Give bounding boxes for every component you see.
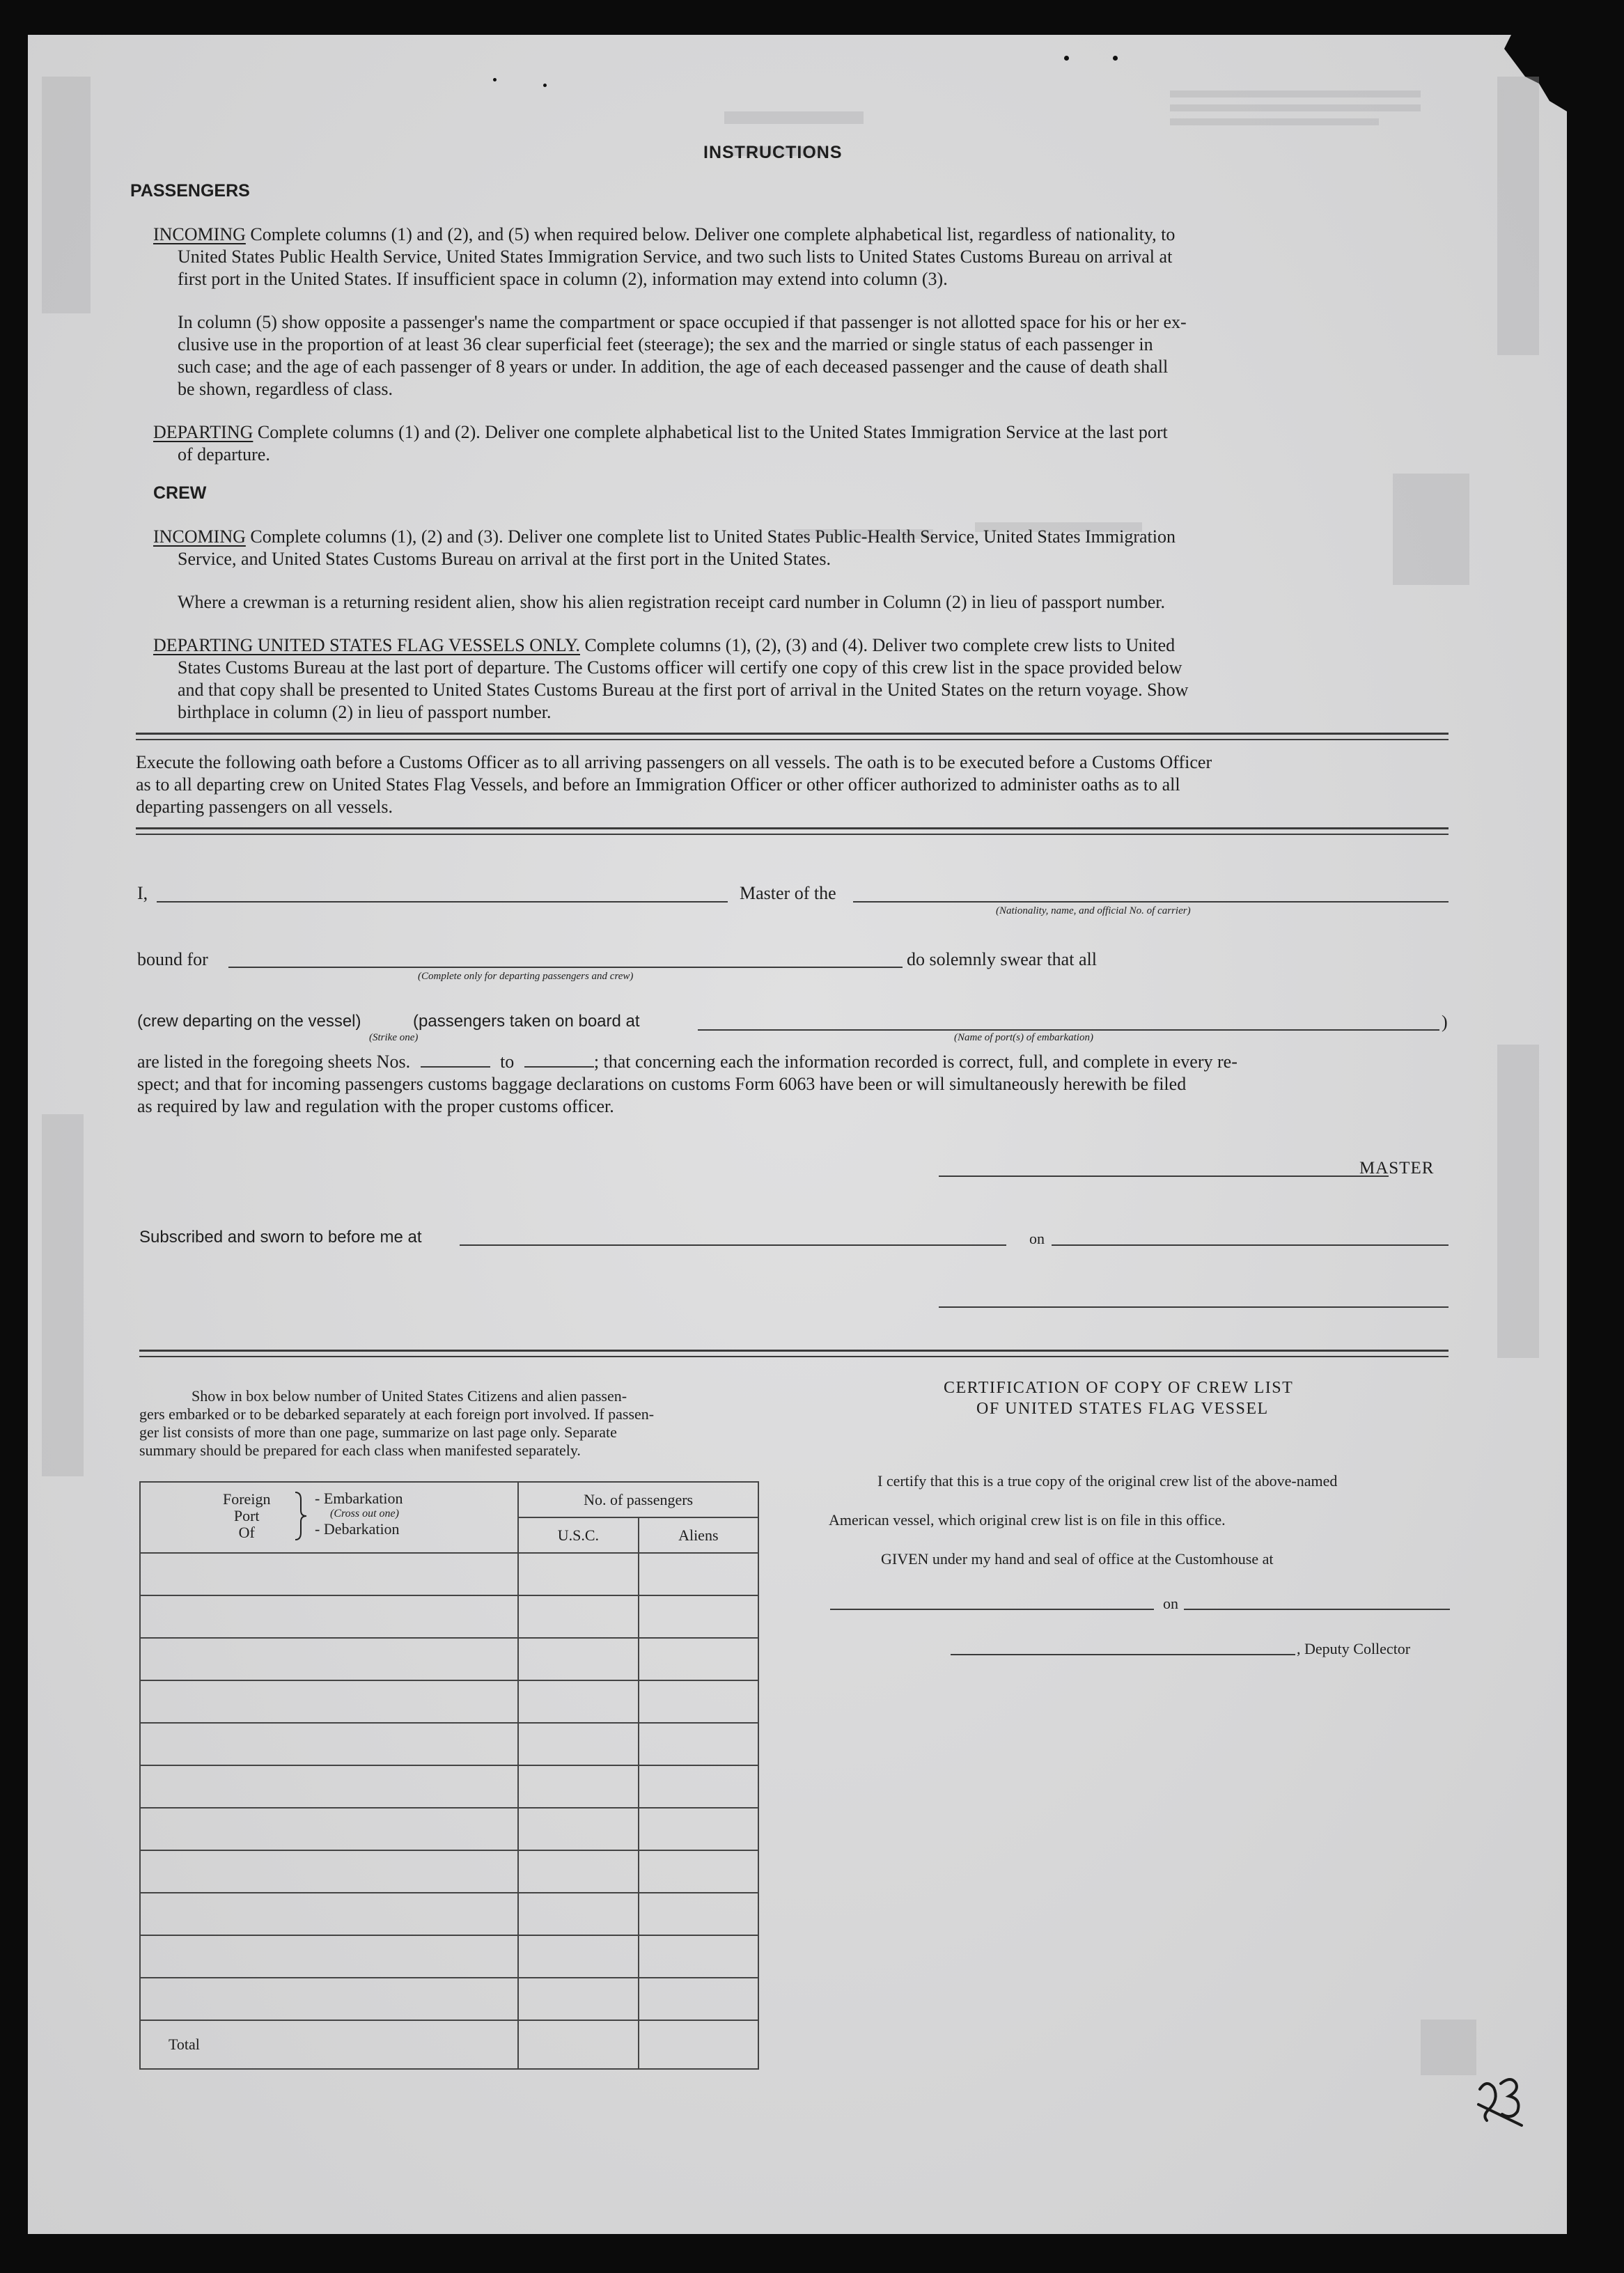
- carrier-caption: (Nationality, name, and official No. of carrier): [996, 905, 1191, 916]
- summary-note-line3: ger list consists of more than one page, summarize on last page only. Separate: [139, 1423, 617, 1441]
- of-label: Of: [238, 1524, 255, 1541]
- master-of-the-label: Master of the: [740, 883, 836, 903]
- sheets-line: [137, 1052, 1237, 1072]
- certification-on-label: on: [1163, 1595, 1178, 1612]
- passenger-summary-table: [139, 1481, 759, 2070]
- crew-incoming-label: INCOMING: [153, 526, 246, 547]
- usc-cell[interactable]: [518, 1978, 638, 2020]
- aliens-cell[interactable]: [639, 1595, 758, 1638]
- port-embarkation-line[interactable]: [698, 1029, 1439, 1031]
- port-cell[interactable]: [140, 1723, 518, 1765]
- handwritten-page-number: [1473, 2068, 1536, 2131]
- crew-incoming-line1: [153, 526, 1176, 547]
- cross-out-caption: (Cross out one): [330, 1508, 399, 1520]
- passengers-incoming-line2: United States Public Health Service, United States Immigration Service, and two such lists to United States Customs Bureau on arrival at: [178, 247, 1173, 267]
- passengers-taken-option: (passengers taken on board at: [413, 1012, 640, 1031]
- usc-cell[interactable]: [518, 1893, 638, 1935]
- close-paren: ): [1442, 1012, 1448, 1032]
- oath-i-label: I,: [137, 883, 148, 903]
- deputy-collector-line[interactable]: [951, 1654, 1295, 1655]
- master-name-line[interactable]: [157, 901, 728, 903]
- aliens-cell[interactable]: [639, 1978, 758, 2020]
- port-cell[interactable]: [140, 1595, 518, 1638]
- usc-cell[interactable]: [518, 1808, 638, 1850]
- aliens-cell[interactable]: [639, 1680, 758, 1723]
- passengers-departing-text1: Complete columns (1) and (2). Deliver one complete alphabetical list to the United States Immigration Service at the last port: [257, 422, 1168, 442]
- aliens-total-cell[interactable]: [639, 2020, 758, 2069]
- foreign-label: Foreign: [223, 1490, 271, 1508]
- usc-cell[interactable]: [518, 1595, 638, 1638]
- master-label: MASTER: [1359, 1159, 1435, 1178]
- crew-departing-option: (crew departing on the vessel): [137, 1012, 361, 1031]
- passengers-departing-label: DEPARTING: [153, 422, 253, 442]
- certification-date-line[interactable]: [1184, 1609, 1450, 1610]
- certification-title2: OF UNITED STATES FLAG VESSEL: [976, 1400, 1269, 1418]
- usc-cell[interactable]: [518, 1638, 638, 1680]
- passengers-heading: PASSENGERS: [130, 181, 250, 201]
- crew-departing-line1: [153, 635, 1175, 656]
- aliens-cell[interactable]: [639, 1723, 758, 1765]
- sheets-prefix: are listed in the foregoing sheets Nos.: [137, 1052, 411, 1072]
- crew-resident-alien: Where a crewman is a returning resident alien, show his alien registration receipt card number in Column (2) in lieu of passport number.: [178, 592, 1166, 612]
- port-cell[interactable]: [140, 1638, 518, 1680]
- summary-note-line1: Show in box below number of United States Citizens and alien passen-: [192, 1387, 627, 1405]
- certification-text2: American vessel, which original crew list is on file in this office.: [829, 1511, 1226, 1529]
- port-cell[interactable]: [140, 1935, 518, 1978]
- usc-cell[interactable]: [518, 1680, 638, 1723]
- aliens-cell[interactable]: [639, 1808, 758, 1850]
- master-signature-line[interactable]: [939, 1175, 1389, 1177]
- passengers-departing-line2: of departure.: [178, 444, 270, 464]
- summary-note-line4: summary should be prepared for each class when manifested separately.: [139, 1442, 581, 1459]
- speck: [543, 84, 547, 87]
- aliens-cell[interactable]: [639, 1553, 758, 1595]
- embark-debark-options: [315, 1491, 403, 1537]
- usc-header: U.S.C.: [518, 1517, 638, 1553]
- section-divider: [136, 827, 1449, 835]
- usc-cell[interactable]: [518, 1553, 638, 1595]
- port-cell[interactable]: [140, 1978, 518, 2020]
- passengers-incoming-line3: first port in the United States. If insufficient space in column (2), information may extend into column (3).: [178, 269, 948, 289]
- port-cell[interactable]: [140, 1765, 518, 1808]
- port-header-cell: [140, 1482, 518, 1553]
- column5-line3: such case; and the age of each passenger of 8 years or under. In addition, the age of each deceased passenger and the cause of death shall: [178, 357, 1169, 377]
- oath-intro-line3: departing passengers on all vessels.: [136, 797, 393, 817]
- usc-cell[interactable]: [518, 1850, 638, 1893]
- aliens-cell[interactable]: [639, 1765, 758, 1808]
- page-title: INSTRUCTIONS: [703, 143, 843, 162]
- crew-incoming-line2: Service, and United States Customs Bureau on arrival at the first port in the United States.: [178, 549, 831, 569]
- certification-text1: I certify that this is a true copy of the original crew list of the above-named: [877, 1472, 1338, 1490]
- foreign-port-of: [223, 1491, 270, 1541]
- oath-intro-line2: as to all departing crew on United States Flag Vessels, and before an Immigration Officer or other officer authorized to administer oaths as to all: [136, 774, 1180, 795]
- section-divider: [139, 1350, 1449, 1357]
- oath-line3: as required by law and regulation with the proper customs officer.: [137, 1096, 614, 1116]
- usc-cell[interactable]: [518, 1765, 638, 1808]
- ports-caption: (Name of port(s) of embarkation): [954, 1032, 1093, 1043]
- crew-departing-line4: birthplace in column (2) in lieu of passport number.: [178, 702, 552, 722]
- port-cell[interactable]: [140, 1553, 518, 1595]
- bound-for-label: bound for: [137, 949, 208, 969]
- bound-for-caption: (Complete only for departing passengers and crew): [418, 971, 634, 982]
- speck: [493, 78, 497, 81]
- column5-line4: be shown, regardless of class.: [178, 379, 393, 399]
- crew-heading: CREW: [153, 483, 207, 503]
- officer-signature-line[interactable]: [939, 1306, 1449, 1308]
- port-label: Port: [233, 1507, 260, 1524]
- aliens-cell[interactable]: [639, 1638, 758, 1680]
- strike-one-caption: (Strike one): [369, 1032, 419, 1043]
- brace-icon: [292, 1491, 308, 1541]
- passengers-departing-line1: [153, 422, 1168, 443]
- aliens-cell[interactable]: [639, 1935, 758, 1978]
- crew-departing-line3: and that copy shall be presented to United States Customs Bureau at the first port of arrival in the United States on the return voyage. Show: [178, 680, 1189, 700]
- crew-departing-text1: Complete columns (1), (2), (3) and (4). Deliver two complete crew lists to United: [584, 635, 1176, 655]
- summary-note-line2: gers embarked or to be debarked separately at each foreign port involved. If passen-: [139, 1405, 655, 1423]
- certification-title1: CERTIFICATION OF COPY OF CREW LIST: [944, 1379, 1294, 1397]
- sheet-from-blank[interactable]: [421, 1054, 490, 1068]
- usc-total-cell[interactable]: [518, 2020, 638, 2069]
- sheets-suffix: ; that concerning each the information recorded is correct, full, and complete in every re-: [593, 1052, 1237, 1072]
- crew-incoming-text1: Complete columns (1), (2) and (3). Deliver one complete list to United States Public-Health Service, United States Immigration: [250, 526, 1176, 547]
- speck: [1064, 56, 1069, 61]
- subscribed-place-line[interactable]: [460, 1244, 1006, 1246]
- subscribed-label: Subscribed and sworn to before me at: [139, 1228, 422, 1247]
- passengers-incoming-line1: [153, 224, 1445, 245]
- document-page: [28, 35, 1567, 2234]
- passengers-incoming-label: INCOMING: [153, 224, 246, 244]
- usc-cell[interactable]: [518, 1935, 638, 1978]
- certification-text3: GIVEN under my hand and seal of office at the Customhouse at: [881, 1550, 1274, 1568]
- aliens-cell[interactable]: [639, 1850, 758, 1893]
- oath-intro-line1: Execute the following oath before a Customs Officer as to all arriving passengers on all vessels. The oath is to be executed before a Customs Officer: [136, 752, 1212, 772]
- sheet-to-blank[interactable]: [524, 1054, 594, 1068]
- bound-for-line[interactable]: [228, 967, 903, 968]
- deputy-collector-label: , Deputy Collector: [1297, 1640, 1411, 1657]
- total-label: Total: [140, 2020, 518, 2069]
- column5-line1: In column (5) show opposite a passenger's name the compartment or space occupied if that passenger is not allotted space for his or her ex-: [178, 312, 1187, 332]
- column5-line2: clusive use in the proportion of at least 36 clear superficial feet (steerage); the sex and the married or single status of each passenger in: [178, 334, 1153, 354]
- passengers-incoming-text1: Complete columns (1) and (2), and (5) when required below. Deliver one complete alphabetical list, regardless of nationality, to: [250, 224, 1176, 244]
- num-passengers-header: No. of passengers: [518, 1482, 758, 1517]
- subscribed-on-label: on: [1029, 1230, 1045, 1247]
- port-cell[interactable]: [140, 1850, 518, 1893]
- sheets-to: to: [500, 1052, 515, 1072]
- oath-line2: spect; and that for incoming passengers customs baggage declarations on customs Form 6063 have been or will simultaneously herewith be filed: [137, 1074, 1187, 1094]
- aliens-cell[interactable]: [639, 1893, 758, 1935]
- aliens-header: Aliens: [639, 1517, 758, 1553]
- crew-departing-line2: States Customs Bureau at the last port of departure. The Customs officer will certify one copy of this crew list in the space provided below: [178, 657, 1182, 678]
- customhouse-line[interactable]: [830, 1609, 1154, 1610]
- speck: [1113, 56, 1118, 61]
- port-cell[interactable]: [140, 1893, 518, 1935]
- swear-label: do solemnly swear that all: [907, 949, 1097, 969]
- subscribed-date-line[interactable]: [1052, 1244, 1449, 1246]
- usc-cell[interactable]: [518, 1723, 638, 1765]
- carrier-line[interactable]: [853, 901, 1449, 903]
- embarkation-option: - Embarkation: [315, 1490, 403, 1507]
- section-divider: [136, 733, 1449, 740]
- port-cell[interactable]: [140, 1808, 518, 1850]
- crew-departing-label: DEPARTING UNITED STATES FLAG VESSELS ONLY.: [153, 635, 580, 655]
- debarkation-option: - Debarkation: [315, 1520, 400, 1538]
- port-cell[interactable]: [140, 1680, 518, 1723]
